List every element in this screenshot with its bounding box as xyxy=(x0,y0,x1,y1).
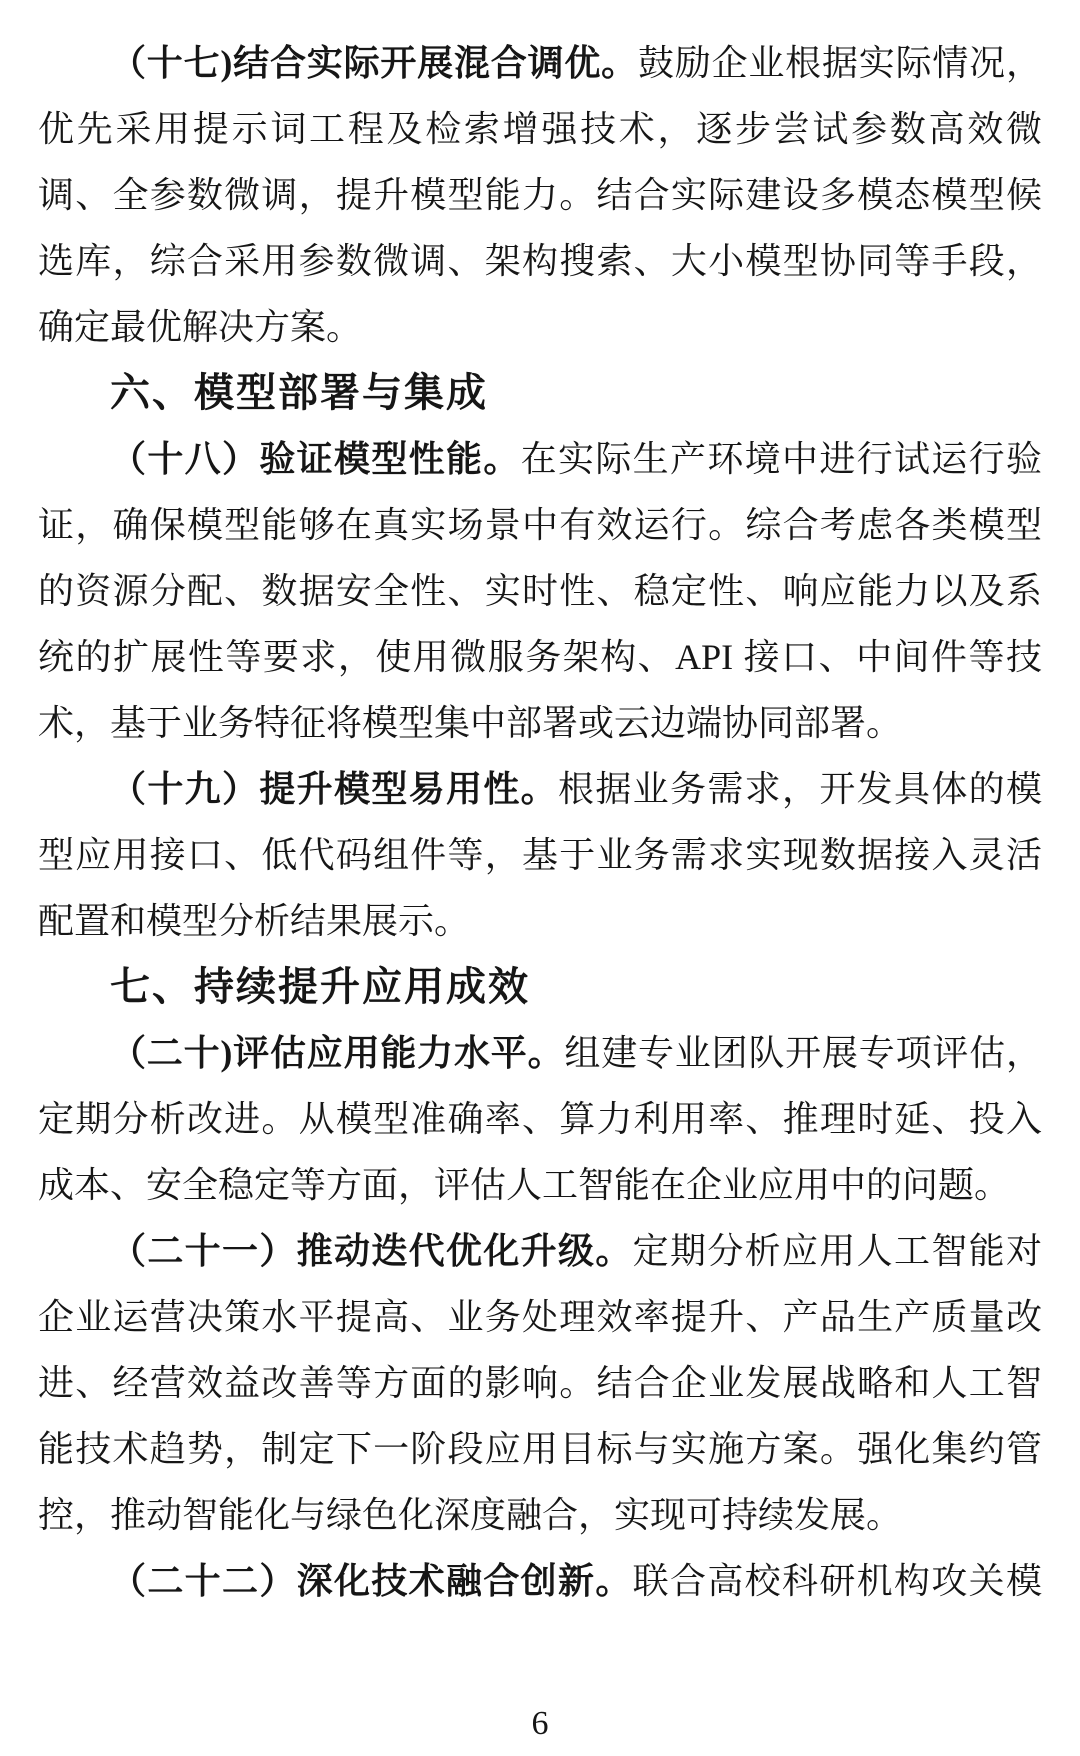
line-text: 成本、安全稳定等方面，评估人工智能在企业应用中的问题。 xyxy=(38,1165,1011,1205)
text-line xyxy=(38,558,1042,624)
line-text: 统的扩展性等要求，使用微服务架构、API 接口、中间件等技 xyxy=(38,637,1042,677)
line-text: 根据业务需求，开发具体的模 xyxy=(558,769,1042,809)
text-line xyxy=(38,1482,1042,1548)
text-line xyxy=(38,1218,1042,1284)
line-text: 定期分析改进。从模型准确率、算力利用率、推理时延、投入 xyxy=(38,1099,1042,1139)
line-text: 七、持续提升应用成效 xyxy=(110,965,530,1009)
text-line xyxy=(38,162,1042,228)
text-line xyxy=(38,294,1042,360)
line-text: 在实际生产环境中进行试运行验 xyxy=(520,439,1042,479)
section-heading xyxy=(38,360,1042,426)
line-text: 企业运营决策水平提高、业务处理效率提升、产品生产质量改 xyxy=(38,1297,1042,1337)
text-line xyxy=(38,690,1042,756)
page-number: 6 xyxy=(531,1705,549,1742)
text-line xyxy=(38,1086,1042,1152)
text-line xyxy=(38,1548,1042,1614)
text-line xyxy=(38,624,1042,690)
paragraph-lead: （二十二）深化技术融合创新。 xyxy=(110,1561,633,1601)
text-line xyxy=(38,1020,1042,1086)
line-text: 的资源分配、数据安全性、实时性、稳定性、响应能力以及系 xyxy=(38,571,1042,611)
text-line xyxy=(38,888,1042,954)
line-text: 术，基于业务特征将模型集中部署或云边端协同部署。 xyxy=(38,703,903,743)
text-line xyxy=(38,1152,1042,1218)
text-line xyxy=(38,756,1042,822)
text-line xyxy=(38,1284,1042,1350)
line-text: 配置和模型分析结果展示。 xyxy=(38,901,471,941)
text-line xyxy=(38,228,1042,294)
section-heading xyxy=(38,954,1042,1020)
line-text: 鼓励企业根据实际情况， xyxy=(637,43,1042,83)
line-text: 优先采用提示词工程及检索增强技术，逐步尝试参数高效微 xyxy=(38,109,1042,149)
line-text: 调、全参数微调，提升模型能力。结合实际建设多模态模型候 xyxy=(38,175,1042,215)
line-text: 能技术趋势，制定下一阶段应用目标与实施方案。强化集约管 xyxy=(38,1429,1042,1469)
text-line xyxy=(38,822,1042,888)
line-text: 证，确保模型能够在真实场景中有效运行。综合考虑各类模型 xyxy=(38,505,1042,545)
line-text: 选库，综合采用参数微调、架构搜索、大小模型协同等手段， xyxy=(38,241,1042,281)
line-text: 进、经营效益改善等方面的影响。结合企业发展战略和人工智 xyxy=(38,1363,1042,1403)
text-line xyxy=(38,30,1042,96)
line-text: 定期分析应用人工智能对 xyxy=(632,1231,1042,1271)
line-text: 联合高校科研机构攻关模 xyxy=(632,1561,1042,1601)
text-line xyxy=(38,1350,1042,1416)
paragraph-lead: （十九）提升模型易用性。 xyxy=(110,769,558,809)
line-text: 型应用接口、低代码组件等，基于业务需求实现数据接入灵活 xyxy=(38,835,1042,875)
text-line xyxy=(38,426,1042,492)
line-text: 六、模型部署与集成 xyxy=(110,371,488,415)
line-text: 确定最优解决方案。 xyxy=(38,307,363,347)
line-text: 控，推动智能化与绿色化深度融合，实现可持续发展。 xyxy=(38,1495,903,1535)
paragraph-lead: （十七)结合实际开展混合调优。 xyxy=(110,43,638,83)
text-line xyxy=(38,96,1042,162)
text-line xyxy=(38,492,1042,558)
paragraph-lead: （二十一）推动迭代优化升级。 xyxy=(110,1231,633,1271)
paragraph-lead: （二十)评估应用能力水平。 xyxy=(110,1033,565,1073)
line-text: 组建专业团队开展专项评估， xyxy=(564,1033,1042,1073)
page-footer xyxy=(0,1702,1080,1752)
paragraph-lead: （十八）验证模型性能。 xyxy=(110,439,521,479)
text-line xyxy=(38,1416,1042,1482)
